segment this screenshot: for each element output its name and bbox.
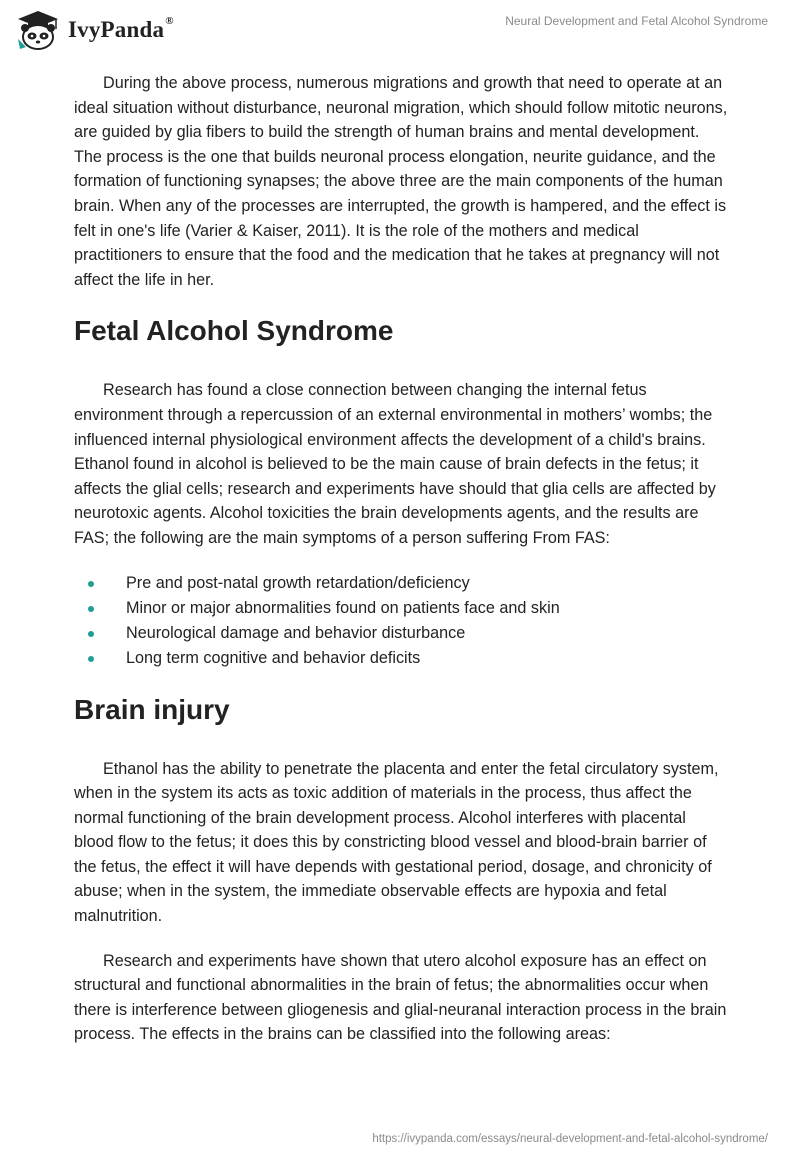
paragraph: Research has found a close connection between changing the internal fetus environment through a repercussion of an external environmental in mothers’ wombs; the influenced internal physiological environment affects the development of a child's brains. Ethanol found in alcohol is believed to be the main cause of brain defects in the fetus; it affects the glial cells; research and experiments have should that glia cells are affected by neurotoxic agents. Alcohol toxicities the brain developments agents, and the results are FAS; the following are the main symptoms of a person suffering From FAS: <box>74 381 716 547</box>
panda-graduate-icon <box>14 9 62 51</box>
essay-content <box>74 71 728 1067</box>
section-heading-fetal-alcohol-syndrome: Fetal Alcohol Syndrome <box>74 315 394 347</box>
symptoms-list <box>74 571 728 671</box>
brand-logo[interactable] <box>14 9 174 51</box>
paragraph: During the above process, numerous migrations and growth that need to operate at an ideal situation without disturbance, neuronal migration, which should follow mitotic neurons, are guided by glia fibers to build the strength of human brains and mental development. The process is the one that builds neuronal process elongation, neurite guidance, and the formation of functioning synapses; the above three are the main components of the human brain. When any of the processes are interrupted, the growth is hampered, and the effect is felt in one's life (Varier & Kaiser, 2011). It is the role of the mothers and medical practitioners to ensure that the food and the medication that he takes at pregnancy will not affect the life in her. <box>74 74 728 289</box>
bullet-icon <box>88 581 94 587</box>
paragraph: Ethanol has the ability to penetrate the placenta and enter the fetal circulatory system, when in the system its acts as toxic addition of materials in the process, thus affect the normal functioning of the brain development process. Alcohol interferes with placental blood flow to the fetus; it does this by constricting blood vessel and blood-brain barrier of the fetus, the effect it will have depends with gestational period, dosage, and chronicity of abuse; when in the system, the immediate observable effects are hypoxia and fetal malnutrition. <box>74 759 719 926</box>
paragraph: Research and experiments have shown that utero alcohol exposure has an effect on structural and functional abnormalities in the brain of fetus; the abnormalities occur when there is interference between gliogenesis and glial-neuranal interaction process in the brain process. The effects in the brains can be classified into the following areas: <box>74 951 727 1044</box>
brand-name: IvyPanda® <box>68 15 174 42</box>
bullet-icon <box>88 606 94 612</box>
bullet-icon <box>88 656 94 662</box>
section-heading-brain-injury: Brain injury <box>74 693 230 725</box>
document-title: Neural Development and Fetal Alcohol Syndrome <box>505 14 768 28</box>
source-url[interactable]: https://ivypanda.com/essays/neural-development-and-fetal-alcohol-syndrome/ <box>372 1133 768 1145</box>
list-item: Long term cognitive and behavior deficits <box>74 646 728 671</box>
list-item: Neurological damage and behavior disturbance <box>74 621 728 646</box>
list-item: Pre and post-natal growth retardation/deficiency <box>74 571 728 596</box>
list-item: Minor or major abnormalities found on patients face and skin <box>74 596 728 621</box>
page-header <box>0 0 800 60</box>
bullet-icon <box>88 631 94 637</box>
